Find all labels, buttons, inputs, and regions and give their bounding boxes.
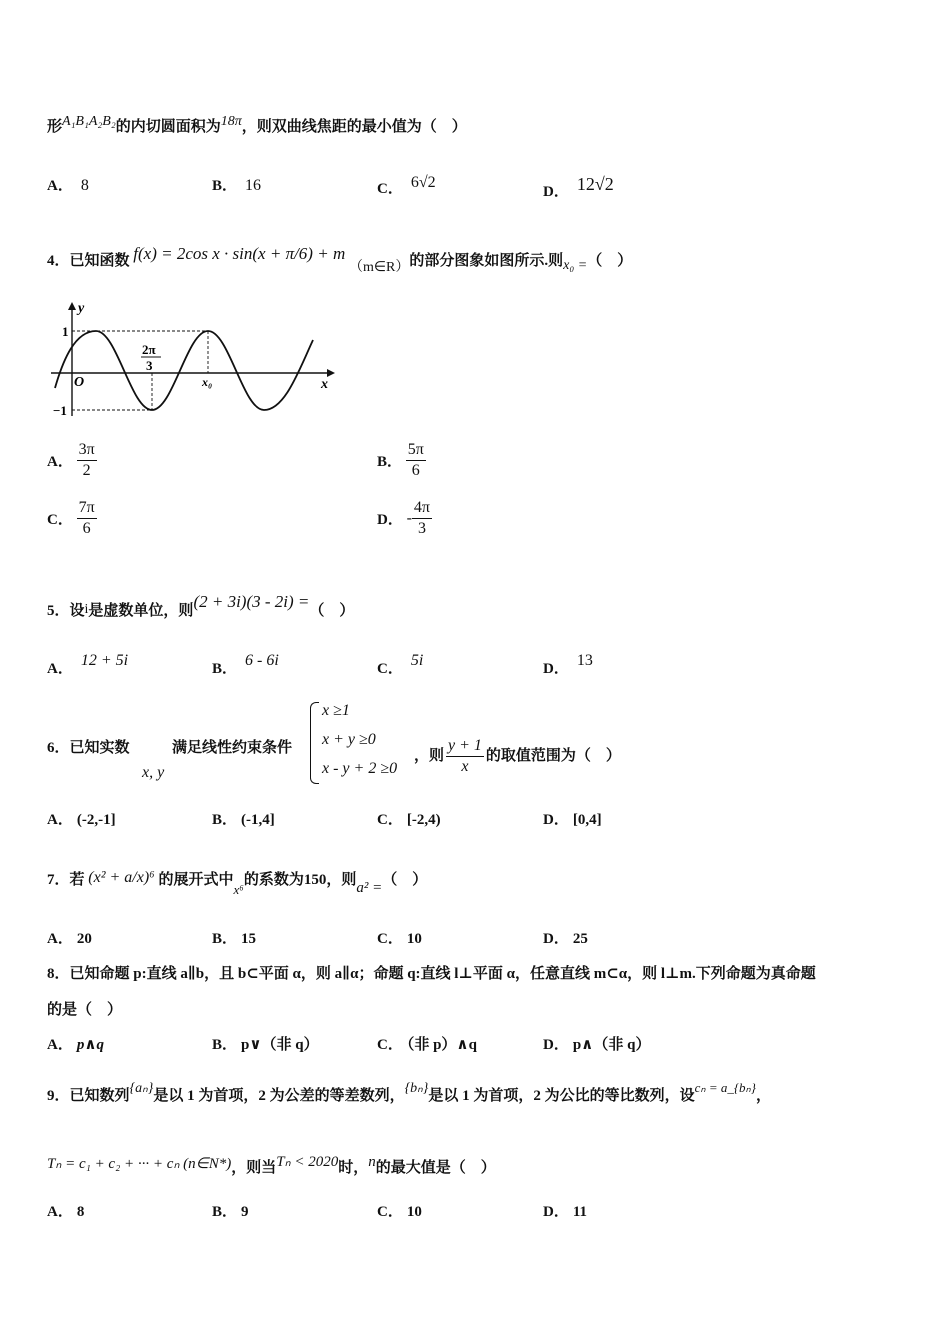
q6-stem-left: 6．已知实数 [47,740,130,756]
y-axis-arrow [68,302,76,310]
q6-stem-right: ，则 $\frac{y + 1}{x}$ 的取值范围为（ ） [414,737,621,775]
q6-constraint-2: x + y ≥0 [322,731,376,748]
q6-option-d[interactable]: D． [0,4] [543,812,602,828]
q7-option-c[interactable]: C． 10 [377,931,422,947]
q4-stem: 4．已知函数 f(x) = 2cos x · sin(x + π/6) + m （m∈R）的部分图象如图所示.则x₀ =（ ） [47,244,633,275]
q3-option-b[interactable]: B． 16 [212,177,262,194]
q6-mid: 满足线性约束条件 [172,740,293,756]
q8-option-c[interactable]: C． （非 p）∧q [377,1037,477,1053]
q7-stem: 7．若 (x² + a/x)⁶ 的展开式中x⁶的系数为150，则a² =（ ） [47,869,428,897]
q3-option-d[interactable]: D． 12√2 [543,174,614,200]
q3-option-c[interactable]: C． 6√2 [377,174,436,197]
y-axis-label: y [78,301,85,316]
q4-option-c[interactable]: C． $\frac{7\pi}{6}$ [47,499,95,537]
q4-graph [45,298,345,420]
q5-i: i [84,602,89,617]
q5-option-a[interactable]: A． 12 + 5i [47,652,129,677]
q9-option-a[interactable]: A． 8 [47,1204,85,1220]
q5-option-c[interactable]: C． 5i [377,652,424,677]
y-min-label: −1 [53,403,67,418]
q9-bn: {bₙ} [404,1081,429,1096]
q9-option-d[interactable]: D． 11 [543,1204,588,1220]
q9-stem-line2: Tₙ = c₁ + c₂ + ··· + cₙ (n∈N*)，则当Tₙ < 2020时，n的最大值是（ ） [47,1154,496,1176]
origin-label: O [74,375,85,390]
q7-expression: (x² + a/x)⁶ [88,869,155,886]
q7-x6: x⁶ [233,882,244,897]
q6-constraint-3: x - y + 2 ≥0 [322,760,398,777]
q9-option-b[interactable]: B． 9 [212,1204,249,1220]
q4-x0: x₀ = [563,258,588,273]
q5-option-d[interactable]: D． 13 [543,652,593,677]
q3-area: 18π [220,114,242,129]
q7-option-d[interactable]: D． 25 [543,931,588,947]
q3-suffix: ，则双曲线焦距的最小值为（ ） [241,119,467,135]
q8-option-b[interactable]: B． p∨（非 q） [212,1037,319,1053]
q6-constraint-1: x ≥1 [322,702,350,719]
q9-inequality: Tₙ < 2020 [276,1154,339,1170]
q9-stem-line1: 9．已知数列{aₙ}是以 1 为首项，2 为公差的等差数列，{bₙ}是以 1 为首项，2 为公比的等比数列，设cₙ = a_{bₙ}， [47,1080,771,1104]
q4-option-b[interactable]: B． $\frac{5\pi}{6}$ [377,441,424,479]
q3-quadrilateral: A₁B₁A₂B₂ [62,114,116,129]
q4-function: f(x) = 2cos x · sin(x + π/6) + m [133,244,346,263]
q6-vars: x, y [142,764,165,781]
q3-option-a[interactable]: A． 8 [47,177,89,194]
q3-prefix: 形 [47,119,63,135]
q4-option-d[interactable]: D． - $\frac{4\pi}{3}$ [377,499,430,537]
q7-option-a[interactable]: A． 20 [47,931,92,947]
q8-stem-line2: 的是（ ） [47,1002,123,1018]
q6-option-a[interactable]: A． (-2,-1] [47,812,116,828]
q6-option-c[interactable]: C． [-2,4) [377,812,441,828]
q3-mid: 的内切圆面积为 [115,119,221,135]
q3-stem [47,114,467,136]
q4-number: 4． [47,253,70,269]
q5-expression: (2 + 3i)(3 - 2i) = [193,592,310,611]
q6-constraint-system [308,700,428,784]
x0-label: x₀ [202,375,213,389]
q8-option-d[interactable]: D． p∧（非 q） [543,1037,651,1053]
q6-brace [310,702,319,784]
q4-option-a[interactable]: A． $\frac{3\pi}{2}$ [47,441,95,479]
x-axis-label: x [321,377,328,392]
q9-tn: Tₙ = c₁ + c₂ + ··· + cₙ (n∈N*) [47,1156,232,1172]
sine-curve [55,331,313,410]
q9-option-c[interactable]: C． 10 [377,1204,422,1220]
y-max-label: 1 [62,324,69,339]
q7-option-b[interactable]: B． 15 [212,931,257,947]
q9-n: n [368,1154,376,1170]
q6-option-b[interactable]: B． (-1,4] [212,812,275,828]
q8-stem-line1: 8．已知命题 p:直线 a∥b，且 b⊂平面 α，则 a∥α；命题 q:直线 l⊥平面 α，任意直线 m⊂α，则 l⊥m.下列命题为真命题 [47,966,816,982]
q5-option-b[interactable]: B． 6 - 6i [212,652,279,677]
x-axis-arrow [327,369,335,377]
q4-condition: （m∈R） [348,260,410,275]
mark-den: 3 [146,358,153,373]
q9-an: {aₙ} [129,1081,154,1096]
q8-option-a[interactable]: A． p∧q [47,1037,105,1053]
q7-a2: a² = [356,880,383,896]
q5-stem: 5．设i是虚数单位，则(2 + 3i)(3 - 2i) =（ ） [47,592,355,619]
q9-cn: cₙ = a_{bₙ} [694,1080,756,1095]
mark-num: 2π [142,342,156,357]
